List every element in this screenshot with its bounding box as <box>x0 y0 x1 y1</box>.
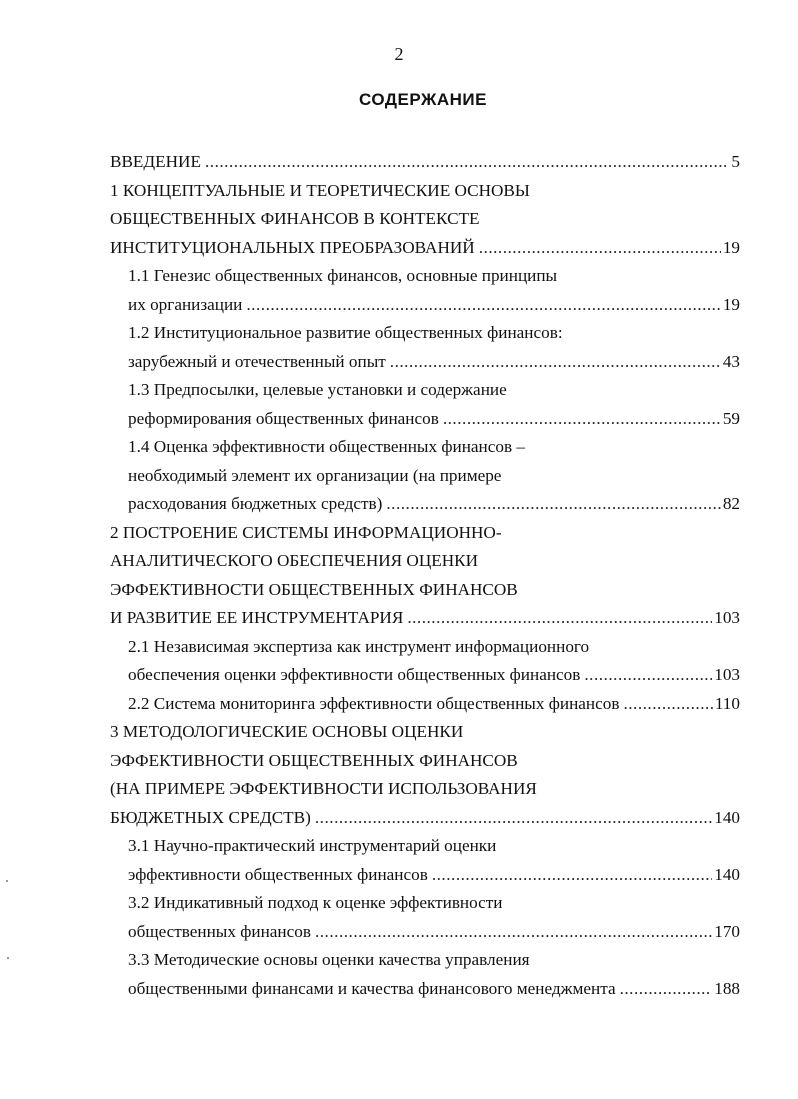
toc-entry <box>110 889 740 946</box>
toc-line <box>110 405 740 434</box>
toc-line-text: общественными финансами и качества финансового менеджмента <box>128 978 616 998</box>
toc-line-text: АНАЛИТИЧЕСКОГО ОБЕСПЕЧЕНИЯ ОЦЕНКИ <box>110 551 479 570</box>
toc-line-text: общественных финансов <box>128 921 311 941</box>
toc-line <box>110 519 740 548</box>
toc-page-number: 19 <box>722 237 740 257</box>
toc-line-text: 1.2 Институциональное развитие общественных финансов: <box>128 323 563 342</box>
toc-page-number: 19 <box>722 294 740 314</box>
toc-line <box>110 633 740 662</box>
dot-leader <box>407 604 712 633</box>
toc-line-text: расходования бюджетных средств) <box>128 494 383 513</box>
toc-entry <box>110 433 740 519</box>
toc-line-text: 3 МЕТОДОЛОГИЧЕСКИЕ ОСНОВЫ ОЦЕНКИ <box>110 722 464 741</box>
dot-leader <box>584 661 712 690</box>
toc-page-number: 59 <box>722 408 740 428</box>
toc-line-text: 3.1 Научно-практический инструментарий оценки <box>128 836 497 855</box>
toc-line <box>110 832 740 861</box>
toc-line <box>110 576 740 605</box>
toc-line-text: 2 ПОСТРОЕНИЕ СИСТЕМЫ ИНФОРМАЦИОННО- <box>110 522 502 542</box>
toc-page-number: 140 <box>714 807 740 827</box>
toc-line-text: ВВЕДЕНИЕ <box>110 152 201 171</box>
toc-line-text: их организации <box>128 294 243 314</box>
toc-entry <box>110 633 740 690</box>
dot-leader <box>205 148 729 177</box>
toc-line <box>110 376 740 405</box>
toc-entry <box>110 946 740 1003</box>
page-number: 2 <box>394 44 404 64</box>
toc-entry <box>110 718 740 832</box>
toc-line <box>110 262 740 291</box>
toc-line-text: 2.2 Система мониторинга эффективности общественных финансов <box>128 693 620 713</box>
toc-line-text: реформирования общественных финансов <box>128 408 439 428</box>
toc-page-number: 43 <box>722 351 740 371</box>
toc-line <box>110 462 740 491</box>
toc-line-text: 3.2 Индикативный подход к оценке эффективности <box>128 893 503 912</box>
toc-page-number: 170 <box>714 921 740 941</box>
toc-line <box>110 946 740 975</box>
toc-line <box>110 804 740 833</box>
toc-entry <box>110 319 740 376</box>
toc-page-number: 5 <box>731 152 740 171</box>
toc-line-text: (НА ПРИМЕРЕ ЭФФЕКТИВНОСТИ ИСПОЛЬЗОВАНИЯ <box>110 779 537 798</box>
table-of-contents <box>110 148 740 1003</box>
toc-line <box>110 547 740 576</box>
toc-page-number: 82 <box>722 494 740 513</box>
toc-line-text: 1 КОНЦЕПТУАЛЬНЫЕ И ТЕОРЕТИЧЕСКИЕ ОСНОВЫ <box>110 180 530 200</box>
toc-line-text: зарубежный и отечественный опыт <box>128 351 386 371</box>
toc-entry <box>110 177 740 263</box>
toc-entry <box>110 148 740 177</box>
toc-line <box>110 319 740 348</box>
dot-leader <box>315 804 712 833</box>
toc-line-text: БЮДЖЕТНЫХ СРЕДСТВ) <box>110 807 311 827</box>
toc-line <box>110 604 740 633</box>
toc-line-text: необходимый элемент их организации (на примере <box>128 465 502 485</box>
dot-leader <box>479 234 721 263</box>
toc-line <box>110 433 740 462</box>
toc-line <box>110 775 740 804</box>
page-title: СОДЕРЖАНИЕ <box>359 90 487 109</box>
toc-line <box>110 177 740 206</box>
toc-line-text: И РАЗВИТИЕ ЕЕ ИНСТРУМЕНТАРИЯ <box>110 608 404 627</box>
toc-line <box>110 205 740 234</box>
toc-line <box>110 861 740 890</box>
toc-line <box>110 148 740 177</box>
toc-page-number: 103 <box>714 608 740 627</box>
toc-line-text: ЭФФЕКТИВНОСТИ ОБЩЕСТВЕННЫХ ФИНАНСОВ <box>110 579 518 599</box>
dot-leader <box>315 918 712 947</box>
toc-line <box>110 348 740 377</box>
toc-line <box>110 690 740 719</box>
toc-line <box>110 747 740 776</box>
toc-entry <box>110 519 740 633</box>
toc-line-text: обеспечения оценки эффективности общественных финансов <box>128 665 581 684</box>
toc-entry <box>110 690 740 719</box>
toc-line <box>110 291 740 320</box>
scan-speck <box>6 880 8 882</box>
toc-entry <box>110 262 740 319</box>
toc-line-text: ИНСТИТУЦИОНАЛЬНЫХ ПРЕОБРАЗОВАНИЙ <box>110 237 475 257</box>
toc-line-text: 3.3 Методические основы оценки качества управления <box>128 950 530 969</box>
toc-line-text: ОБЩЕСТВЕННЫХ ФИНАНСОВ В КОНТЕКСТЕ <box>110 209 480 228</box>
toc-page-number: 140 <box>714 864 740 884</box>
dot-leader <box>432 861 712 890</box>
scan-speck <box>7 957 9 959</box>
toc-line <box>110 975 740 1004</box>
toc-line-text: 1.1 Генезис общественных финансов, основные принципы <box>128 266 558 285</box>
toc-line-text: 2.1 Независимая экспертиза как инструмент информационного <box>128 636 590 656</box>
toc-line-text: эффективности общественных финансов <box>128 864 428 884</box>
dot-leader <box>623 690 712 719</box>
toc-line-text: ЭФФЕКТИВНОСТИ ОБЩЕСТВЕННЫХ ФИНАНСОВ <box>110 750 518 770</box>
toc-entry <box>110 832 740 889</box>
dot-leader <box>246 291 720 320</box>
dot-leader <box>443 405 721 434</box>
toc-line <box>110 490 740 519</box>
toc-line <box>110 234 740 263</box>
toc-line-text: 1.4 Оценка эффективности общественных финансов – <box>128 437 525 456</box>
toc-line <box>110 661 740 690</box>
toc-entry <box>110 376 740 433</box>
toc-line-text: 1.3 Предпосылки, целевые установки и содержание <box>128 380 507 399</box>
dot-leader <box>390 348 721 377</box>
toc-page-number: 188 <box>714 978 740 998</box>
toc-line <box>110 718 740 747</box>
toc-line <box>110 889 740 918</box>
toc-line <box>110 918 740 947</box>
toc-page-number: 110 <box>714 693 740 713</box>
dot-leader <box>620 975 713 1004</box>
dot-leader <box>386 490 720 519</box>
toc-page-number: 103 <box>714 665 740 684</box>
